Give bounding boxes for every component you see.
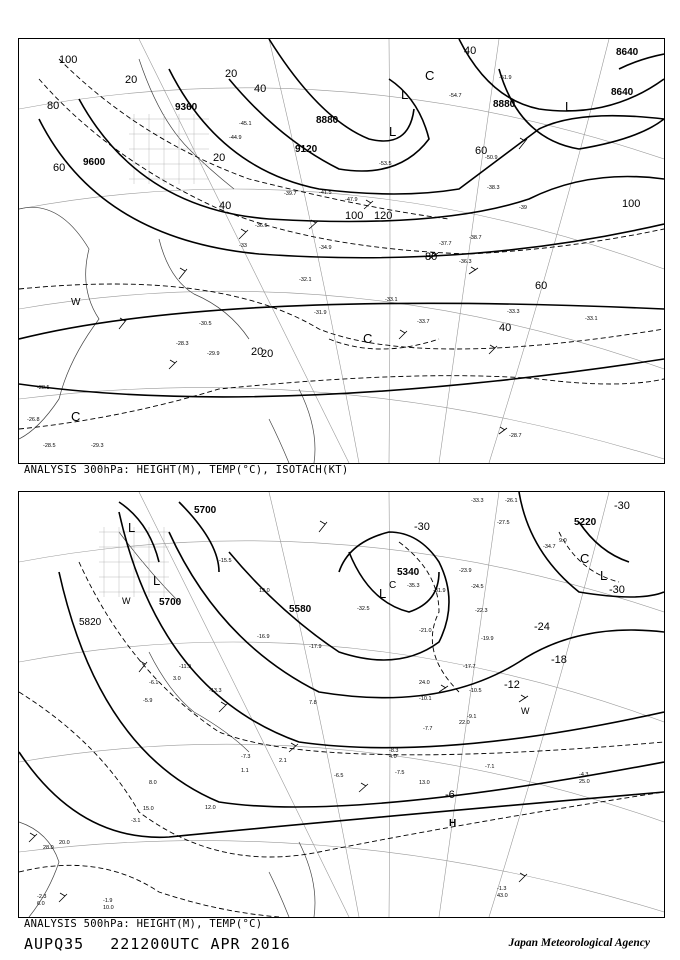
station-value: -51.9 xyxy=(499,75,512,81)
station-value: -24.5 xyxy=(471,584,484,590)
isotherm-contours xyxy=(19,532,664,917)
map-300hpa xyxy=(19,39,664,463)
station-small: 9.0 xyxy=(559,538,567,544)
station-value: -7.3 xyxy=(241,754,251,760)
station-value: -26.1 xyxy=(505,498,518,504)
station-value: -28.3 xyxy=(176,341,189,347)
temp-label: -12 xyxy=(504,679,520,691)
low-center: L xyxy=(389,124,397,139)
chart-300hpa xyxy=(18,38,665,464)
station-value: -53.5 xyxy=(379,161,392,167)
cold-center: C xyxy=(425,68,435,83)
station-value: -36.5 xyxy=(255,223,268,229)
station-value: -39 xyxy=(519,205,527,211)
station-value: -11.9 xyxy=(179,664,192,670)
low-center: L xyxy=(379,586,387,601)
temp-label: -30 xyxy=(414,521,430,533)
station-value: -36.3 xyxy=(459,259,472,265)
isotach-label: 20 xyxy=(225,68,238,80)
isotach-label: 100 xyxy=(59,54,78,66)
station-value: -15.5 xyxy=(219,558,232,564)
station-small: 20.0 xyxy=(59,840,70,846)
bulletin-code: AUPQ35 xyxy=(24,935,85,953)
station-value: -32.1 xyxy=(299,277,312,283)
station-value: -10.1 xyxy=(419,696,432,702)
station-value: -47.9 xyxy=(345,197,358,203)
station-value: -33.7 xyxy=(417,319,430,325)
warm-center: W xyxy=(122,596,131,606)
station-value: -2.3 xyxy=(37,894,47,900)
low-center: L xyxy=(128,520,136,535)
station-value: -16.9 xyxy=(257,634,270,640)
low-center: L xyxy=(600,568,608,583)
isotach-label: 40 xyxy=(219,200,232,212)
station-value: -32.5 xyxy=(357,606,370,612)
station-value: -19.9 xyxy=(481,636,494,642)
station-value: -28.5 xyxy=(37,385,50,391)
map-500hpa xyxy=(19,492,664,917)
station-value: -34.9 xyxy=(319,245,332,251)
height-label: 8640 xyxy=(616,47,639,58)
isotach-label: 60 xyxy=(535,280,548,292)
station-value: -33.3 xyxy=(507,309,520,315)
station-value: -33.1 xyxy=(385,297,398,303)
caption-500hpa: ANALYSIS 500hPa: HEIGHT(M), TEMP(°C) xyxy=(24,918,263,930)
height-contours xyxy=(19,492,664,837)
height-label: 9600 xyxy=(83,157,106,168)
station-small: 10.0 xyxy=(103,905,114,911)
warm-center: W xyxy=(521,706,530,716)
station-value: -6.1 xyxy=(149,680,159,686)
valid-datetime: 221200UTC APR 2016 xyxy=(110,935,291,953)
isotach-label-group xyxy=(47,45,640,360)
station-value: -31.9 xyxy=(433,588,446,594)
station-small: 8.0 xyxy=(149,780,157,786)
station-value: -33.3 xyxy=(471,498,484,504)
coastline xyxy=(19,59,315,463)
station-small: 22.0 xyxy=(459,720,470,726)
station-value: -23.9 xyxy=(459,568,472,574)
agency-name: Japan Meteorological Agency xyxy=(508,937,650,949)
cold-center: C xyxy=(580,551,590,566)
station-small: 25.0 xyxy=(579,779,590,785)
station-value: -44.9 xyxy=(229,135,242,141)
temp-label: -6 xyxy=(445,789,455,801)
station-value: -9.1 xyxy=(467,714,477,720)
station-value: -10.5 xyxy=(469,688,482,694)
station-value: -4.3 xyxy=(579,772,589,778)
station-value: -39.7 xyxy=(284,191,297,197)
station-value: -38.3 xyxy=(487,185,500,191)
isotach-label: 120 xyxy=(374,210,393,222)
station-small: 3.0 xyxy=(173,676,181,682)
station-value: -22.3 xyxy=(475,608,488,614)
height-label: 8880 xyxy=(316,115,339,126)
station-value: -37.7 xyxy=(439,241,452,247)
height-label-group xyxy=(79,505,597,628)
temp-label: -24 xyxy=(534,621,550,633)
chart-500hpa xyxy=(18,491,665,918)
isotach-label: 80 xyxy=(425,251,438,263)
chart-identifier xyxy=(24,935,291,953)
station-value: -33.1 xyxy=(585,316,598,322)
station-value: -33 xyxy=(239,243,247,249)
station-small: 15.0 xyxy=(143,806,154,812)
caption-300hpa: ANALYSIS 300hPa: HEIGHT(M), TEMP(°C), ISOTACH(KT) xyxy=(24,464,349,476)
station-value: -7.7 xyxy=(423,726,433,732)
height-contours xyxy=(19,39,664,397)
height-label: 9360 xyxy=(175,102,198,113)
isotach-label: 40 xyxy=(254,83,267,95)
high-center: H xyxy=(449,818,457,829)
temp-label: -30 xyxy=(614,500,630,512)
warm-center: W xyxy=(71,297,81,308)
station-small: 6.0 xyxy=(37,901,45,907)
height-label: 5820 xyxy=(79,617,102,628)
station-value: -8.3 xyxy=(389,748,399,754)
station-value: -7.5 xyxy=(395,770,405,776)
station-value: -38.7 xyxy=(469,235,482,241)
station-value: -35.3 xyxy=(407,583,420,589)
isotach-label: 80 xyxy=(47,100,60,112)
graticule xyxy=(19,492,664,917)
isotach-label: 20 xyxy=(213,152,226,164)
cold-center: C xyxy=(363,331,373,346)
station-value: -30.5 xyxy=(199,321,212,327)
height-label-group xyxy=(83,47,639,168)
station-value: -3.1 xyxy=(131,818,141,824)
station-small: 2.1 xyxy=(279,758,287,764)
isotach-label: 60 xyxy=(53,162,66,174)
isotach-label: 100 xyxy=(622,198,641,210)
station-value: -1.3 xyxy=(497,886,507,892)
isotach-label: 40 xyxy=(464,45,477,57)
station-small: 43.0 xyxy=(497,893,508,899)
station-value: -26.8 xyxy=(27,417,40,423)
station-value: -17.7 xyxy=(463,664,476,670)
station-small: 1.1 xyxy=(241,768,249,774)
station-value: -6.5 xyxy=(334,773,344,779)
height-label: 9120 xyxy=(295,144,318,155)
station-value: -31.9 xyxy=(314,310,327,316)
height-label: 5580 xyxy=(289,604,312,615)
station-small: 7.8 xyxy=(309,700,317,706)
isotach-label: 20 xyxy=(261,348,274,360)
station-value: -45.1 xyxy=(239,121,252,127)
low-center: L xyxy=(401,87,409,102)
station-small: 4.0 xyxy=(389,754,397,760)
temp-label: -18 xyxy=(551,654,567,666)
height-label: 5340 xyxy=(397,567,420,578)
station-value: -29.9 xyxy=(207,351,220,357)
station-value: -29.3 xyxy=(91,443,104,449)
height-label: 5700 xyxy=(159,597,182,608)
station-value: -27.5 xyxy=(497,520,510,526)
station-value: -28.5 xyxy=(43,443,56,449)
station-value: -17.9 xyxy=(309,644,322,650)
station-value: -7.1 xyxy=(485,764,495,770)
station-value: -1.9 xyxy=(103,898,113,904)
height-label: 5220 xyxy=(574,517,597,528)
temp-label-group xyxy=(414,500,630,801)
station-value: -50.9 xyxy=(485,155,498,161)
station-small: 19.0 xyxy=(259,588,270,594)
station-value: -21.0 xyxy=(419,628,432,634)
isotach-label: 20 xyxy=(251,346,264,358)
isotach-label: 40 xyxy=(499,322,512,334)
station-value: -28.7 xyxy=(509,433,522,439)
station-value: -54.7 xyxy=(449,93,462,99)
station-small: 28.0 xyxy=(43,845,54,851)
station-value: -5.9 xyxy=(143,698,153,704)
height-label: 5700 xyxy=(194,505,217,516)
cold-center: C xyxy=(389,580,397,591)
cold-center: C xyxy=(71,409,81,424)
height-label: 8640 xyxy=(611,87,634,98)
isotach-label: 20 xyxy=(125,74,138,86)
station-value: -13.3 xyxy=(209,688,222,694)
height-label: 8880 xyxy=(493,99,516,110)
wind-barbs xyxy=(119,138,527,434)
isotach-label: 60 xyxy=(475,145,488,157)
station-small: 12.0 xyxy=(205,805,216,811)
station-value-group xyxy=(37,498,590,911)
station-value: -41.5 xyxy=(319,190,332,196)
station-value: -34.7 xyxy=(543,544,556,550)
station-small: 24.0 xyxy=(419,680,430,686)
low-center: L xyxy=(565,99,573,114)
station-small: 13.0 xyxy=(419,780,430,786)
temp-label: -30 xyxy=(609,584,625,596)
isotach-label: 100 xyxy=(345,210,364,222)
low-center: L xyxy=(153,573,161,588)
